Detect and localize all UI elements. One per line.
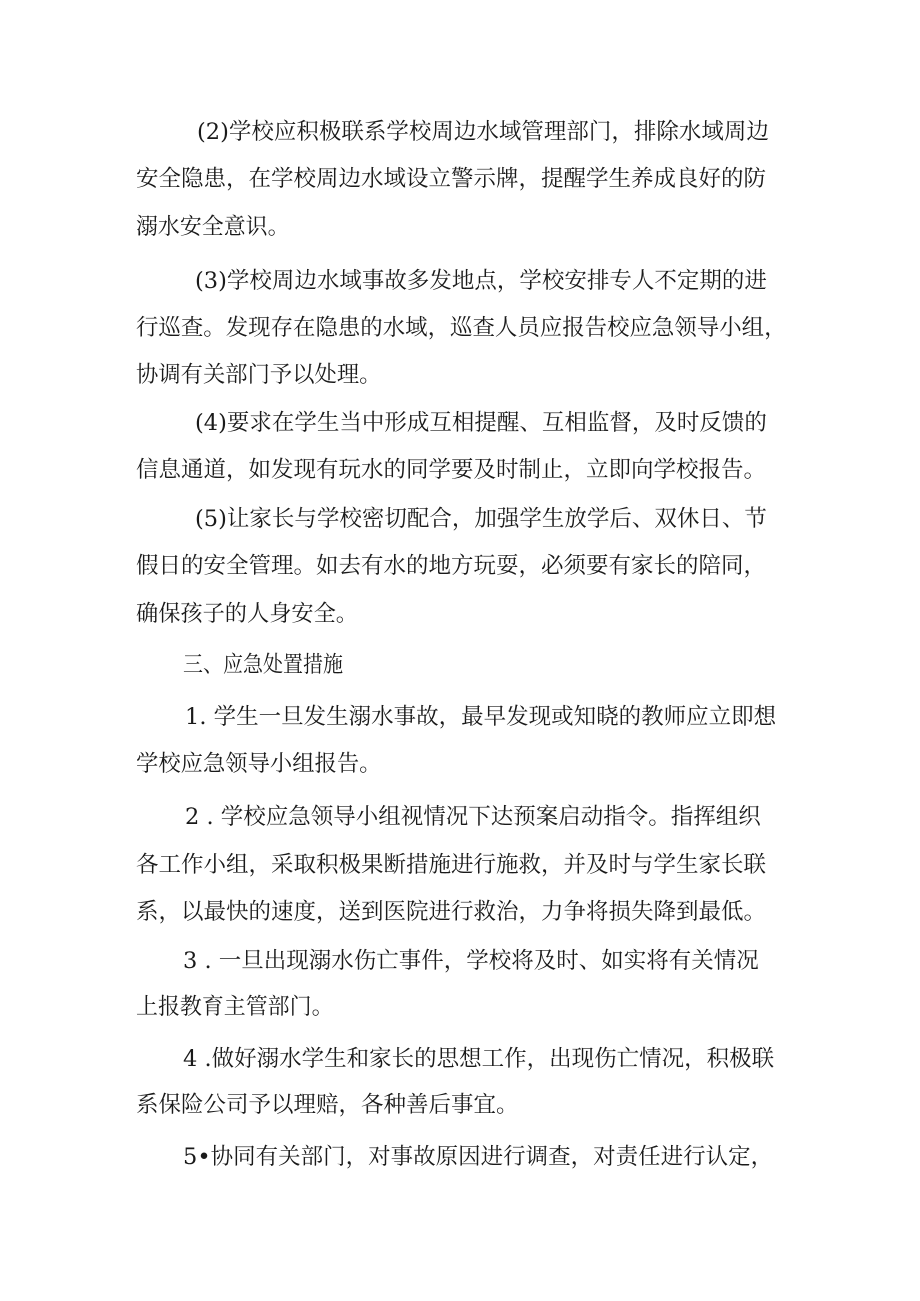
text-line: 学校应急领导小组报告。 — [136, 751, 382, 777]
text-line: 系保险公司予以理赔，各种善后事宜。 — [136, 1092, 519, 1118]
text-line: (4)要求在学生当中形成互相提醒、互相监督，及时反馈的 — [195, 410, 767, 436]
text-line: 行巡查。发现存在隐患的水域，巡查人员应报告校应急领导小组， — [136, 315, 787, 341]
text-line: 上报教育主管部门。 — [136, 994, 334, 1020]
text-line: 3 . 一旦出现溺水伤亡事件，学校将及时、如实将有关情况 — [183, 948, 759, 974]
text-line: 2 . 学校应急领导小组视情况下达预案启动指令。指挥组织 — [185, 804, 761, 830]
text-line: (2)学校应积极联系学校周边水域管理部门，排除水域周边 — [197, 119, 769, 145]
text-line: 4 .做好溺水学生和家长的思想工作，出现伤亡情况，积极联 — [183, 1046, 775, 1072]
text-line: 信息通道，如发现有玩水的同学要及时制止，立即向学校报告。 — [136, 457, 767, 483]
text-line: 协调有关部门予以处理。 — [136, 362, 382, 388]
text-line: 各工作小组，采取积极果断措施进行施救，并及时与学生家长联 — [136, 852, 767, 878]
section-heading: 三、应急处置措施 — [183, 652, 344, 678]
text-line: 溺水安全意识。 — [136, 214, 290, 240]
text-line: 假日的安全管理。如去有水的地方玩耍，必须要有家长的陪同， — [136, 553, 767, 579]
text-line: 安全隐患，在学校周边水域设立警示牌，提醒学生养成良好的防 — [136, 166, 767, 192]
text-line: 1. 学生一旦发生溺水事故，最早发现或知晓的教师应立即想 — [185, 704, 777, 730]
text-line: (3)学校周边水域事故多发地点，学校安排专人不定期的进 — [195, 268, 767, 294]
text-line: (5)让家长与学校密切配合，加强学生放学后、双休日、节 — [195, 506, 767, 532]
text-line: 5•协同有关部门，对事故原因进行调查，对责任进行认定， — [183, 1144, 774, 1170]
text-line: 确保孩子的人身安全。 — [136, 601, 359, 627]
text-line: 系，以最快的速度，送到医院进行救治，力争将损失降到最低。 — [136, 899, 767, 925]
